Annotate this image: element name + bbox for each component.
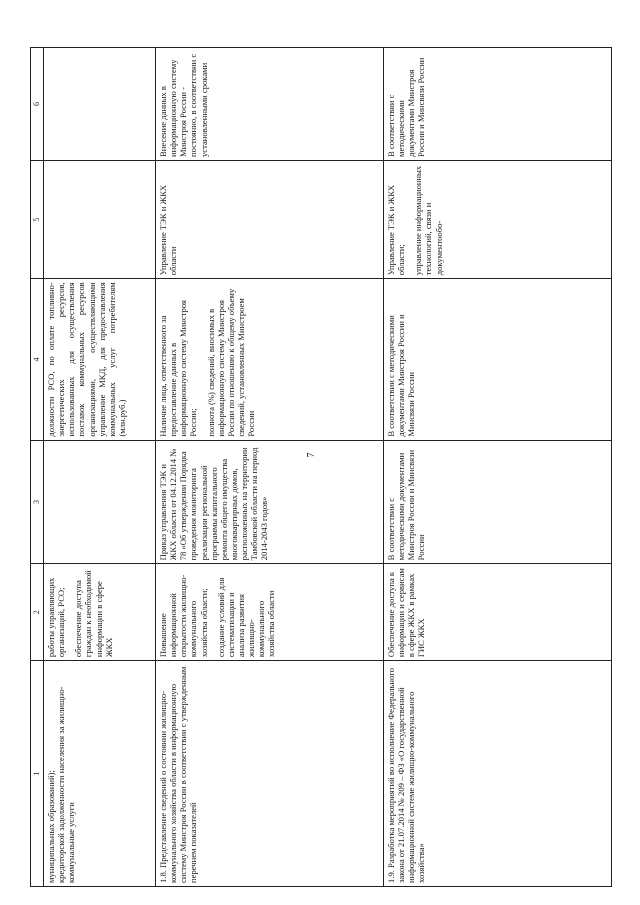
cell-deadline — [44, 48, 156, 161]
page-number: 7 — [306, 452, 317, 458]
col-header-3: 3 — [31, 440, 44, 564]
cell-basis: Приказ управления ТЭК и ЖКХ области от 04.12.2014 № 78 «Об утверждении Порядка проведения мониторинга реализации региональной программы капитального ремонта общего имущества многоквартирных домов, расположенных на территории Тамбовской области на период 2014-2043 годов» — [156, 440, 384, 564]
table-row — [156, 48, 384, 887]
cell-responsible: Управление ТЭК и ЖКХ области — [156, 160, 384, 278]
rotated-table-area — [30, 47, 610, 887]
header-row — [31, 48, 44, 887]
cell-responsible — [44, 160, 156, 278]
cell-measure: муниципальных образований); кредиторской задолженности населения за жилищно-коммунальные услуги — [44, 661, 156, 887]
cell-goal: Повышение информационной открытости жилищно-коммунального хозяйства области; создание условий для систематизации и анализа развития жилищно-коммунального хозяйства области — [156, 564, 384, 661]
col-header-6: 6 — [31, 48, 44, 161]
cell-indicator: В соответствии с методическими документами Минстроя России и Минсвязи России — [384, 279, 612, 440]
measures-table — [30, 47, 612, 887]
col-header-1: 1 — [31, 661, 44, 887]
cell-deadline: В соответствии с методическими документами Минстроя России и Минсвязи России — [384, 48, 612, 161]
cell-basis: В соответствии с методическими документами Минстроя России и Минсвязи России — [384, 440, 612, 564]
table-row — [44, 48, 156, 887]
cell-basis — [44, 440, 156, 564]
cell-responsible: Управление ТЭК и ЖКХ области; управление информационных технологий, связи и документообо- — [384, 160, 612, 278]
cell-deadline: Внесение данных в информационную систему Минстроя России - постоянно, в соответствии с установленными сроками — [156, 48, 384, 161]
cell-measure: 1.8. Представление сведений о состоянии жилищно-коммунального хозяйства области в информационную систему Минстроя России в соответствии с утвержденным перечнем показателей — [156, 661, 384, 887]
col-header-5: 5 — [31, 160, 44, 278]
col-header-2: 2 — [31, 564, 44, 661]
table-row — [384, 48, 612, 887]
cell-indicator: должности РСО, по оплате топливно-энергетических ресурсов, использованных для осуществления поставок коммунальных ресурсов организациями, осуществляющими управление МКД, для предоставления коммунальных услуг потребителям (млн.руб.) — [44, 279, 156, 440]
col-header-4: 4 — [31, 279, 44, 440]
cell-measure: 1.9. Разработка мероприятий во исполнение Федерального закона от 21.07.2014 № 209 – ФЗ «О государственной информационной системе жилищно-коммунального хозяйства» — [384, 661, 612, 887]
cell-goal: работы управляющих организаций, РСО; обеспечение доступа граждан к необходимой информации в сфере ЖКХ — [44, 564, 156, 661]
cell-indicator: Наличие лица, ответственного за предоставление данных в информационную систему Минстроя России; полнота (%) сведений, вносимых в информационную систему Минстроя России по отношению к общему объему сведений, установленных Минстроем России — [156, 279, 384, 440]
cell-goal: Обеспечение доступа к информации и сервисам в сфере ЖКХ в рамках ГИС ЖКХ — [384, 564, 612, 661]
